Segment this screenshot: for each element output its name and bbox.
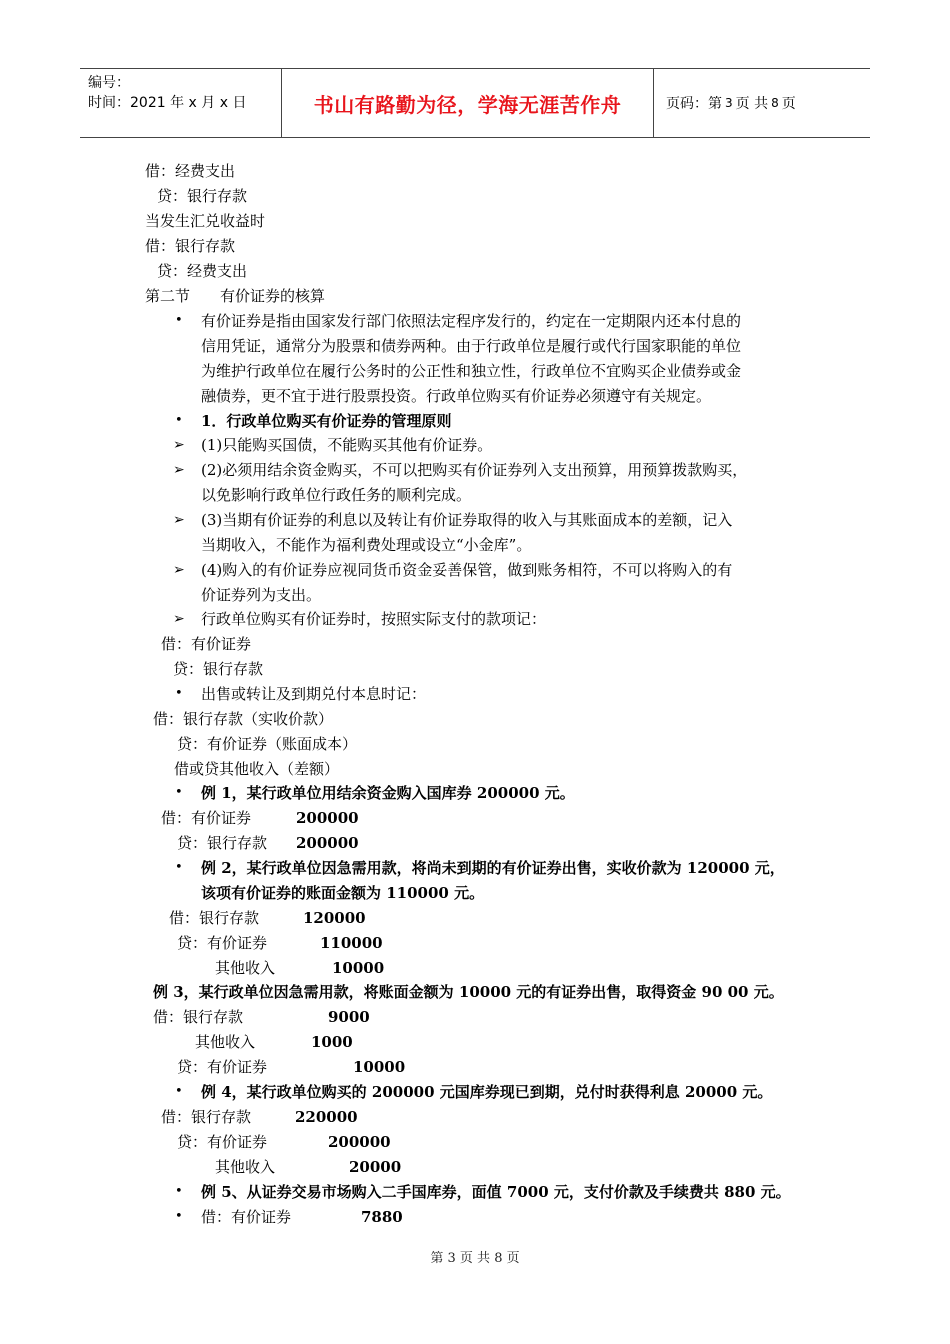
entry-amount: 9000 xyxy=(328,1008,370,1026)
entry-other: 其他收入 xyxy=(215,1158,276,1176)
example-title: 例 1，某行政单位用结余资金购入国库券 200000 元。 xyxy=(201,784,575,802)
example-title-cont: 该项有价证券的账面金额为 110000 元。 xyxy=(201,884,485,902)
entry-amount: 10000 xyxy=(332,959,385,977)
subheading: 1．行政单位购买有价证券的管理原则 xyxy=(201,412,452,430)
header-meta xyxy=(80,69,282,137)
paragraph-line: 为维护行政单位在履行公务时的公正性和独立性，行政单位不宜购买企业债券或金 xyxy=(201,362,742,380)
entry-debit: 借：有价证券 xyxy=(161,635,252,653)
entry-amount: 7880 xyxy=(361,1208,403,1226)
bullet-icon: • xyxy=(175,860,183,875)
page-total: 8 xyxy=(771,96,779,110)
bullet-icon: • xyxy=(175,413,183,428)
entry-amount: 200000 xyxy=(296,809,359,827)
rule-item: (3)当期有价证券的利息以及转让有价证券取得的收入与其账面成本的差额，记入 xyxy=(201,511,733,529)
entry-debit: 借：经费支出 xyxy=(145,162,236,180)
header-motto: 书山有路勤为径，学海无涯苦作舟 xyxy=(282,69,654,137)
entry-amount: 220000 xyxy=(295,1108,358,1126)
entry-debit: 借：银行存款 xyxy=(169,909,260,927)
entry-credit: 贷：银行存款 xyxy=(177,834,268,852)
bullet-icon: • xyxy=(175,1209,183,1224)
entry-debit: 借：银行存款 xyxy=(145,237,236,255)
bullet-icon: • xyxy=(175,785,183,800)
entry-credit: 贷：有价证券 xyxy=(177,1058,268,1076)
header-page-info xyxy=(654,69,870,137)
entry-credit: 贷：银行存款 xyxy=(157,187,248,205)
arrow-bullet-icon: ➢ xyxy=(173,562,185,578)
arrow-bullet-icon: ➢ xyxy=(173,512,185,528)
entry-credit: 贷：有价证券 xyxy=(177,934,268,952)
example-title: 例 4，某行政单位购买的 200000 元国库券现已到期，兑付时获得利息 20000 元。 xyxy=(201,1083,773,1101)
page-label: 页码：第 xyxy=(666,96,722,112)
entry-credit: 贷：有价证券 xyxy=(177,1133,268,1151)
rule-item: 行政单位购买有价证券时，按照实际支付的款项记： xyxy=(201,610,547,628)
rule-item: (1)只能购买国债，不能购买其他有价证券。 xyxy=(201,436,493,454)
entry-amount: 20000 xyxy=(349,1158,402,1176)
bullet-icon: • xyxy=(175,313,183,328)
page-end: 页 xyxy=(781,96,796,112)
bullet-icon: • xyxy=(175,1184,183,1199)
entry-debit: 借：有价证券 xyxy=(201,1208,292,1226)
rule-item: (4)购入的有价证券应视同货币资金妥善保管，做到账务相符，不可以将购入的有 xyxy=(201,561,733,579)
page-footer: 第 3 页 共 8 页 xyxy=(430,1251,520,1266)
entry-amount: 200000 xyxy=(328,1133,391,1151)
page-mid: 页 共 xyxy=(735,96,769,112)
paragraph-line: 信用凭证，通常分为股票和债券两种。由于行政单位是履行或代行国家职能的单位 xyxy=(201,337,742,355)
arrow-bullet-icon: ➢ xyxy=(173,462,185,478)
entry-amount: 120000 xyxy=(303,909,366,927)
rule-item-cont: 价证券列为支出。 xyxy=(201,586,322,604)
bullet-icon: • xyxy=(175,1084,183,1099)
entry-other: 借或贷其他收入（差额） xyxy=(174,760,340,778)
number-label: 编号： xyxy=(88,75,130,91)
section-number: 第二节 xyxy=(145,287,191,305)
entry-debit: 借：银行存款 xyxy=(153,1008,244,1026)
arrow-bullet-icon: ➢ xyxy=(173,611,185,627)
entry-credit: 贷：有价证券（账面成本） xyxy=(177,735,358,753)
text-line: 出售或转让及到期兑付本息时记： xyxy=(201,685,427,703)
page-header xyxy=(80,68,870,138)
entry-other: 其他收入 xyxy=(215,959,276,977)
entry-amount: 1000 xyxy=(311,1033,353,1051)
entry-debit: 借：银行存款 xyxy=(161,1108,252,1126)
entry-credit: 贷：经费支出 xyxy=(157,262,248,280)
entry-amount: 110000 xyxy=(320,934,383,952)
bullet-icon: • xyxy=(175,686,183,701)
entry-amount: 10000 xyxy=(353,1058,406,1076)
rule-item-cont: 以免影响行政单位行政任务的顺利完成。 xyxy=(201,486,472,504)
paragraph-line: 融债券，更不宜于进行股票投资。行政单位购买有价证券必须遵守有关规定。 xyxy=(201,387,712,405)
example-title: 例 3，某行政单位因急需用款，将账面金额为 10000 元的有证券出售，取得资金 90 00 元。 xyxy=(153,983,784,1001)
entry-other: 其他收入 xyxy=(195,1033,256,1051)
example-title: 例 2，某行政单位因急需用款，将尚未到期的有价证券出售，实收价款为 120000 元， xyxy=(201,859,785,877)
entry-amount: 200000 xyxy=(296,834,359,852)
date-label: 时间：2021 年 x 月 x 日 xyxy=(88,95,247,111)
page-current: 3 xyxy=(725,96,733,110)
example-title: 例 5、从证券交易市场购入二手国库券，面值 7000 元，支付价款及手续费共 880 元。 xyxy=(201,1183,791,1201)
entry-debit: 借：银行存款（实收价款） xyxy=(153,710,334,728)
section-title: 有价证券的核算 xyxy=(220,287,326,305)
paragraph-line: 有价证券是指由国家发行部门依照法定程序发行的，约定在一定期限内还本付息的 xyxy=(201,312,742,330)
rule-item: (2)必须用结余资金购买，不可以把购买有价证券列入支出预算，用预算拨款购买， xyxy=(201,461,748,479)
entry-credit: 贷：银行存款 xyxy=(173,660,264,678)
arrow-bullet-icon: ➢ xyxy=(173,437,185,453)
rule-item-cont: 当期收入，不能作为福利费处理或设立“小金库”。 xyxy=(201,536,532,554)
entry-debit: 借：有价证券 xyxy=(161,809,252,827)
text-line: 当发生汇兑收益时 xyxy=(145,212,266,230)
